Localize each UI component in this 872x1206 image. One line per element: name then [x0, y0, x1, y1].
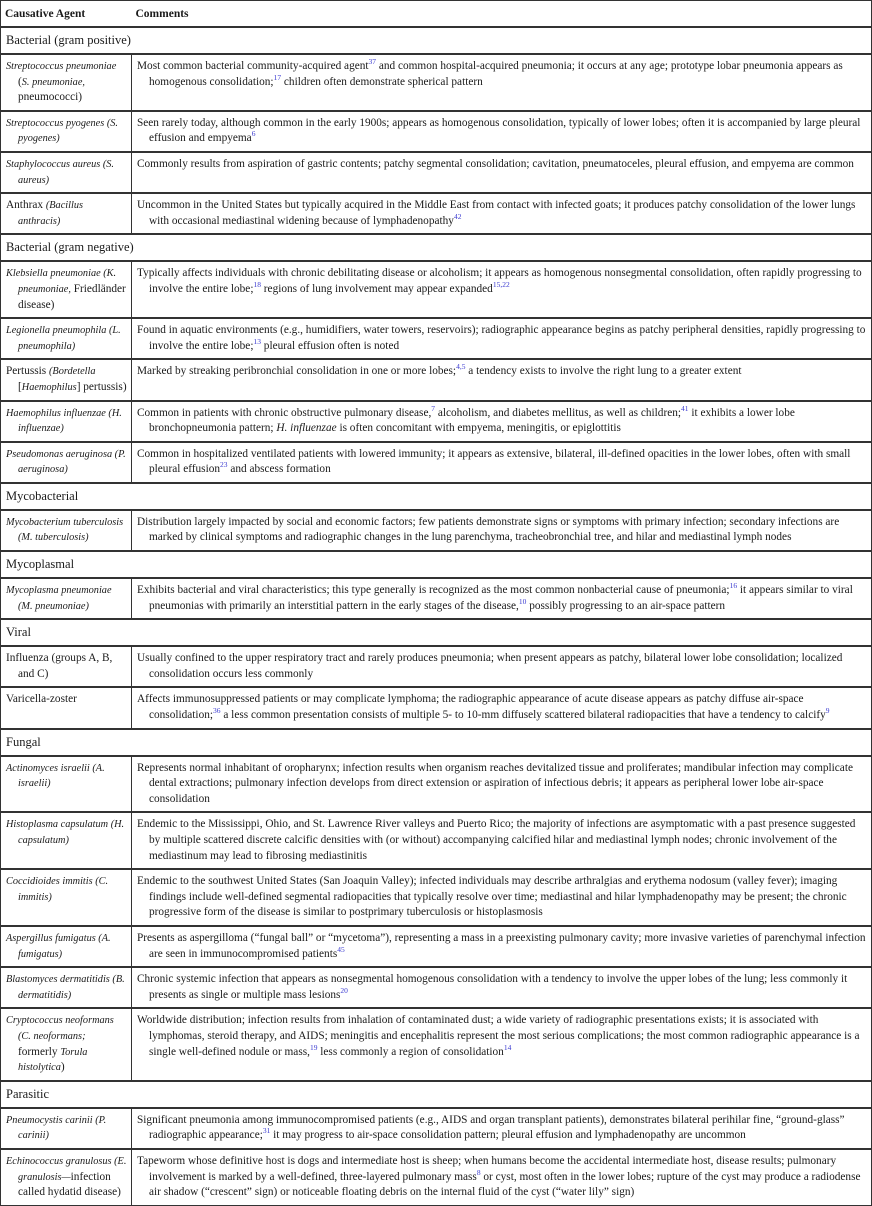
comment-segment: it appears similar to viral pneumonias with primarily an interstitial pattern in the early stages of the disease, [149, 584, 853, 612]
comment-segment: Commonly results from aspiration of gastric contents; patchy segmental consolidation; cavitation, pneumatoceles, pleural effusion, and empyema are common [137, 157, 854, 170]
comment-segment: Typically affects individuals with chronic debilitating disease or alcoholism; it appears as homogenous nonsegmental consolidation, often rapidly progressing to involve the entire lobe; [137, 267, 862, 295]
reference-link[interactable]: 20 [340, 985, 348, 995]
reference-link[interactable]: 19 [309, 1042, 318, 1052]
agent-name-italic: S. pneumoniae, [21, 76, 85, 88]
agent-name-italic: Klebsiella pneumoniae (K. pneumoniae, [6, 268, 117, 295]
table-row [1, 359, 872, 400]
agent-name [6, 515, 127, 546]
agent-name [6, 817, 127, 848]
causative-agent-cell [1, 359, 132, 400]
comment-segment: Usually confined to the upper respiratory tract and rarely produces pneumonia; when present appears as patchy, bilateral lower lobe consolidation; localized consolidation occurs less commonly [137, 652, 843, 680]
table-row [1, 1008, 872, 1080]
comment-segment: children often demonstrate spherical pattern [281, 75, 483, 88]
comment-segment: Exhibits bacterial and viral characteristics; this type generally is recognized as the most common nonbacterial cause of pneumonia; [137, 584, 730, 597]
table-row [1, 926, 872, 967]
agent-name-italic: Staphylococcus aureus (S. aureus) [6, 158, 114, 186]
comment-text [137, 817, 867, 864]
comment-segment: a less common presentation consists of multiple 5- to 10-mm diffusely scattered bilateral radiopacities that have a tendency to calcify [220, 709, 826, 722]
comment-segment: Presents as aspergilloma (“fungal ball” or “mycetoma”), representing a mass in a preexisting pulmonary cavity; more invasive varieties of parenchymal infection are seen in immunocompromised patients [137, 931, 866, 960]
agent-name-text: ] pertussis) [76, 380, 127, 393]
comments-cell [132, 152, 872, 193]
agent-name-italic: Haemophilus [21, 381, 77, 393]
reference-link[interactable]: 4,5 [456, 362, 466, 372]
agent-name-text: ( [18, 75, 22, 88]
comment-segment: it may progress to air-space consolidation pattern; pleural effusion and lymphadenopathy are uncommon [270, 1129, 746, 1142]
comments-cell [132, 111, 872, 152]
comment-text [137, 583, 867, 614]
agent-name-italic: Pneumocystis carinii (P. carinii) [6, 1114, 107, 1142]
reference-link[interactable]: 37 [368, 57, 377, 67]
comments-cell [132, 756, 872, 813]
table-body [1, 27, 872, 1205]
agent-name-text: Friedländer disease) [18, 282, 126, 311]
comments-cell [132, 1008, 872, 1080]
agent-name [6, 406, 127, 437]
agent-name-italic: Histoplasma capsulatum (H. capsulatum) [6, 819, 125, 846]
causative-agent-cell [1, 578, 132, 619]
section-row-fungal [1, 729, 872, 756]
reference-link[interactable]: 16 [729, 581, 738, 591]
agent-name [6, 266, 127, 313]
table-row [1, 111, 872, 152]
agent-name [6, 692, 127, 708]
comments-cell [132, 578, 872, 619]
agent-name-italic: Blastomyces dermatitidis (B. dermatitidis) [6, 974, 125, 1001]
agent-name-italic: Aspergillus fumigatus (A. fumigatus) [6, 932, 111, 960]
reference-link[interactable]: 23 [220, 460, 228, 470]
comment-italic: H. influenzae [276, 422, 337, 435]
comment-text [137, 266, 867, 297]
agent-name [6, 323, 127, 354]
agent-name-text: Influenza (groups A, B, and C) [6, 652, 113, 680]
reference-link[interactable]: 9 [825, 706, 830, 716]
section-title: Bacterial (gram negative) [1, 234, 872, 261]
causative-agent-cell [1, 152, 132, 193]
table-header [1, 1, 872, 28]
comments-cell [132, 401, 872, 442]
comments-cell [132, 687, 872, 728]
comments-cell [132, 812, 872, 869]
agent-name-italic: Pseudomonas aeruginosa (P. aeruginosa) [6, 448, 126, 476]
agent-name-italic: Streptococcus pyogenes (S. pyogenes) [6, 117, 118, 145]
comment-segment: and abscess formation [227, 463, 331, 476]
causative-agent-cell [1, 869, 132, 926]
agent-name-italic: (Bordetella [49, 366, 96, 378]
table-row [1, 812, 872, 869]
agent-name-italic: Mycoplasma pneumoniae (M. pneumoniae) [6, 585, 112, 612]
agent-name [6, 874, 127, 905]
comment-segment: or cyst, most often in the lower lobes; rupture of the cyst may produce a radiodense air shadow (“crescent” sign) or noticeable floating debris on the internal fluid of the cyst (“water lily” sign) [149, 1170, 861, 1199]
comment-text [137, 931, 867, 962]
causative-agent-cell [1, 646, 132, 687]
agent-name-text: [ [18, 380, 22, 393]
section-title: Viral [1, 619, 872, 646]
comment-text [137, 874, 867, 921]
agent-name-text: Varicella-zoster [6, 693, 77, 706]
comment-segment: Tapeworm whose definitive host is dogs and intermediate host is sheep; when humans become the accidental intermediate host, disease results; pulmonary involvement is marked by a well-defined, three-layered pulmonary mass [137, 1154, 837, 1183]
agent-name [6, 364, 127, 395]
agent-name [6, 583, 127, 614]
agent-name-italic: Streptococcus pneumoniae [6, 61, 117, 72]
comments-cell [132, 646, 872, 687]
causative-agent-cell [1, 111, 132, 152]
comment-segment: Marked by streaking peribronchial consolidation in one or more lobes; [137, 365, 457, 378]
comment-text [137, 447, 867, 478]
comment-segment: Represents normal inhabitant of oropharynx; infection results when organism reaches devitalized tissue and proliferates; mandibular infection may complicate dental extractions; pulmonary infection develops from direct extension or aspiration of infectious debris; it appears as peripheral lower lobe air-space consolidation [137, 761, 853, 805]
agent-name-italic: Mycobacterium tuberculosis (M. tuberculosis) [6, 516, 124, 544]
comment-text [137, 157, 867, 173]
comment-text [137, 1154, 867, 1201]
reference-link[interactable]: 15,22 [492, 280, 510, 290]
section-row-bacterial-gram-negative [1, 234, 872, 261]
comment-segment: it exhibits a lower lobe bronchopneumonia pattern; [149, 406, 795, 435]
section-row-parasitic [1, 1081, 872, 1108]
agent-name [6, 116, 127, 147]
header-comments: Comments [132, 1, 872, 28]
causative-agent-cell [1, 442, 132, 483]
comments-cell [132, 261, 872, 318]
section-title: Parasitic [1, 1081, 872, 1108]
causative-agent-cell [1, 687, 132, 728]
comments-cell [132, 359, 872, 400]
reference-link[interactable]: 36 [213, 706, 221, 716]
agent-name-italic: Coccidioides immitis (C. immitis) [6, 876, 109, 903]
agent-name [6, 198, 127, 229]
comments-cell [132, 54, 872, 111]
table-row [1, 1108, 872, 1149]
comments-cell [132, 926, 872, 967]
table-row [1, 261, 872, 318]
section-row-mycoplasmal [1, 551, 872, 578]
table-row [1, 401, 872, 442]
comment-segment: Endemic to the Mississippi, Ohio, and St. Lawrence River valleys and Puerto Rico; the majority of infections are asymptomatic with a past presence suggested by multiple scattered discrete calcific densities with (or without) accompanying calcified hilar and mediastinal lymph nodes; chronic involvement of the mediastinum may lead to fibrosing mediastinitis [137, 818, 856, 862]
comment-segment: Uncommon in the United States but typically acquired in the Middle East from contact with infected goats; it produces patchy consolidation of the lower lungs with occasional mediastinal widening because of lymphadenopathy [137, 199, 856, 227]
table-row [1, 578, 872, 619]
agent-name-italic: Echinococcus granulosus (E. granulosis— [6, 1155, 127, 1183]
table-row [1, 152, 872, 193]
comment-segment: less commonly a region of consolidation [317, 1045, 504, 1058]
causative-agent-cell [1, 193, 132, 234]
comment-segment: possibly progressing to an air-space pattern [526, 599, 726, 612]
causative-agent-cell [1, 756, 132, 813]
table-row [1, 869, 872, 926]
comment-text [137, 1113, 867, 1144]
section-title: Mycobacterial [1, 483, 872, 510]
reference-link[interactable]: 42 [453, 211, 462, 221]
table-row [1, 1149, 872, 1205]
table-row [1, 54, 872, 111]
comment-text [137, 116, 867, 147]
comment-segment: Chronic systemic infection that appears as nonsegmental homogenous consolidation with a tendency to involve the upper lobes of the lung; less commonly it presents as single or multiple mass lesions [137, 973, 848, 1001]
agent-name-italic: Legionella pneumophila (L. pneumophila) [6, 325, 121, 352]
causative-agent-cell [1, 1108, 132, 1149]
agent-name [6, 447, 127, 478]
reference-link[interactable]: 7 [431, 403, 436, 413]
causative-agent-cell [1, 318, 132, 359]
comment-segment: Worldwide distribution; infection results from inhalation of contaminated dust; a wide variety of radiographic presentations exists; it is associated with lymphomas, steroid therapy, and AIDS; meningitis and encephalitis represent the most serious complications; the most common radiographic appearance is a single well-defined nodule or mass, [137, 1014, 860, 1058]
comment-text [137, 651, 867, 682]
comment-segment: Affects immunosuppressed patients or may complicate lymphoma; the radiographic appearance of acute disease appears as patchy diffuse air-space consolidation; [137, 693, 804, 722]
section-row-bacterial-gram-positive [1, 27, 872, 54]
section-title: Bacterial (gram positive) [1, 27, 872, 54]
comments-cell [132, 1149, 872, 1205]
causative-agent-cell [1, 967, 132, 1008]
table-row [1, 193, 872, 234]
reference-link[interactable]: 31 [262, 1126, 271, 1136]
comment-text [137, 198, 867, 229]
table-row [1, 442, 872, 483]
header-row [1, 1, 872, 28]
reference-link[interactable]: 14 [503, 1042, 512, 1052]
comment-segment: and common hospital-acquired pneumonia; it occurs at any age; prototype lobar pneumonia appears as homogenous consolidation; [149, 60, 843, 88]
comment-text [137, 1013, 867, 1060]
agent-name-italic: Cryptococcus neoformans (C. neoformans; [6, 1015, 114, 1042]
reference-link[interactable]: 13 [253, 336, 261, 346]
agent-name-text: Pertussis [6, 365, 49, 378]
comment-segment: a tendency exists to involve the right lung to a greater extent [465, 365, 742, 378]
comment-text [137, 515, 867, 546]
comment-segment: Seen rarely today, although common in the early 1900s; appears as homogenous consolidation, typically of lower lobes; often it is accompanied by large pleural effusion and empyema [137, 116, 861, 145]
comment-text [137, 972, 867, 1003]
comment-text [137, 364, 867, 380]
comment-segment: is often concomitant with empyema, meningitis, or epiglottitis [336, 422, 621, 435]
agent-name-italic: Haemophilus influenzae (H. influenzae) [6, 407, 122, 435]
section-row-mycobacterial [1, 483, 872, 510]
agent-name-text: ) [60, 1061, 65, 1074]
agent-name-italic: Torula histolytica [18, 1046, 88, 1074]
reference-link[interactable]: 17 [273, 72, 282, 82]
agent-name [6, 157, 127, 188]
causative-agent-cell [1, 510, 132, 551]
agent-name-text: infection called hydatid disease) [18, 1170, 121, 1199]
section-title: Fungal [1, 729, 872, 756]
comment-segment: Common in patients with chronic obstructive pulmonary disease, [137, 406, 432, 419]
agent-name [6, 761, 127, 792]
causative-agent-cell [1, 261, 132, 318]
comments-cell [132, 967, 872, 1008]
section-title: Mycoplasmal [1, 551, 872, 578]
header-causative-agent: Causative Agent [1, 1, 132, 28]
causative-agent-cell [1, 401, 132, 442]
reference-link[interactable]: 10 [518, 596, 527, 606]
agent-name [6, 1154, 127, 1201]
comment-segment: Found in aquatic environments (e.g., humidifiers, water towers, reservoirs); radiographic appearance begins as patchy peripheral densities, rapidly progressing to involve the entire lobe; [137, 324, 866, 352]
comment-segment: pleural effusion often is noted [260, 339, 400, 352]
comments-cell [132, 442, 872, 483]
reference-link[interactable]: 45 [337, 944, 345, 954]
causative-agent-cell [1, 1149, 132, 1205]
comment-text [137, 692, 867, 723]
agent-name-text: Anthrax [6, 199, 46, 212]
reference-link[interactable]: 18 [253, 280, 261, 290]
agent-name-text: pneumococci) [18, 91, 82, 104]
comment-segment: alcoholism, and diabetes mellitus, as well as children; [435, 406, 682, 419]
table-row [1, 687, 872, 728]
table-row [1, 967, 872, 1008]
comment-text [137, 761, 867, 808]
comments-cell [132, 510, 872, 551]
comment-segment: Endemic to the southwest United States (San Joaquin Valley); infected individuals may describe arthralgias and erythema nodosum (valley fever); imaging findings include well-defined segmental radiopacities that typically resolve over time; mediastinal and hilar lymphadenopathy may be present; the chronic progressive form of the disease is similar to postprimary tuberculosis or histoplasmosis [137, 875, 847, 919]
table-row [1, 646, 872, 687]
comments-cell [132, 1108, 872, 1149]
causative-agent-cell [1, 812, 132, 869]
agent-name [6, 1013, 127, 1075]
agent-name [6, 651, 127, 682]
agent-name [6, 59, 127, 106]
reference-link[interactable]: 8 [476, 1167, 481, 1177]
causative-agent-cell [1, 54, 132, 111]
reference-link[interactable]: 41 [681, 403, 689, 413]
comment-text [137, 403, 867, 437]
table-row [1, 318, 872, 359]
section-row-viral [1, 619, 872, 646]
comments-cell [132, 318, 872, 359]
causative-agent-cell [1, 1008, 132, 1080]
comment-segment: Distribution largely impacted by social and economic factors; few patients demonstrate signs or symptoms with primary infection; secondary infections are marked by clinical symptoms and radiographic changes in the lung parenchyma, tracheobronchial tree, and hilar and mediastinal lymph nodes [137, 515, 840, 544]
comment-text [137, 59, 867, 90]
comment-segment: Most common bacterial community-acquired agent [137, 60, 369, 72]
agent-name [6, 972, 127, 1003]
agent-name [6, 1113, 127, 1144]
agent-name-text: formerly [18, 1045, 61, 1058]
comments-cell [132, 869, 872, 926]
agent-name [6, 931, 127, 962]
causative-agent-cell [1, 926, 132, 967]
comment-segment: regions of lung involvement may appear expanded [260, 282, 493, 295]
comments-cell [132, 193, 872, 234]
comment-segment: Significant pneumonia among immunocompromised patients (e.g., AIDS and organ transplant patients), demonstrates bilateral perihilar fine, “ground-glass” radiographic appearance; [137, 1113, 845, 1142]
table-row [1, 510, 872, 551]
agent-name-italic: Actinomyces israelii (A. israelii) [6, 762, 105, 790]
table-row [1, 756, 872, 813]
comment-text [137, 323, 867, 354]
reference-link[interactable]: 6 [251, 129, 256, 139]
comment-segment: Common in hospitalized ventilated patients with lowered immunity; it appears as extensive, bilateral, ill-defined opacities in the lower lobes, often with small pleural effusion [137, 447, 851, 476]
agent-name-italic: (Bacillus anthracis) [18, 200, 84, 227]
